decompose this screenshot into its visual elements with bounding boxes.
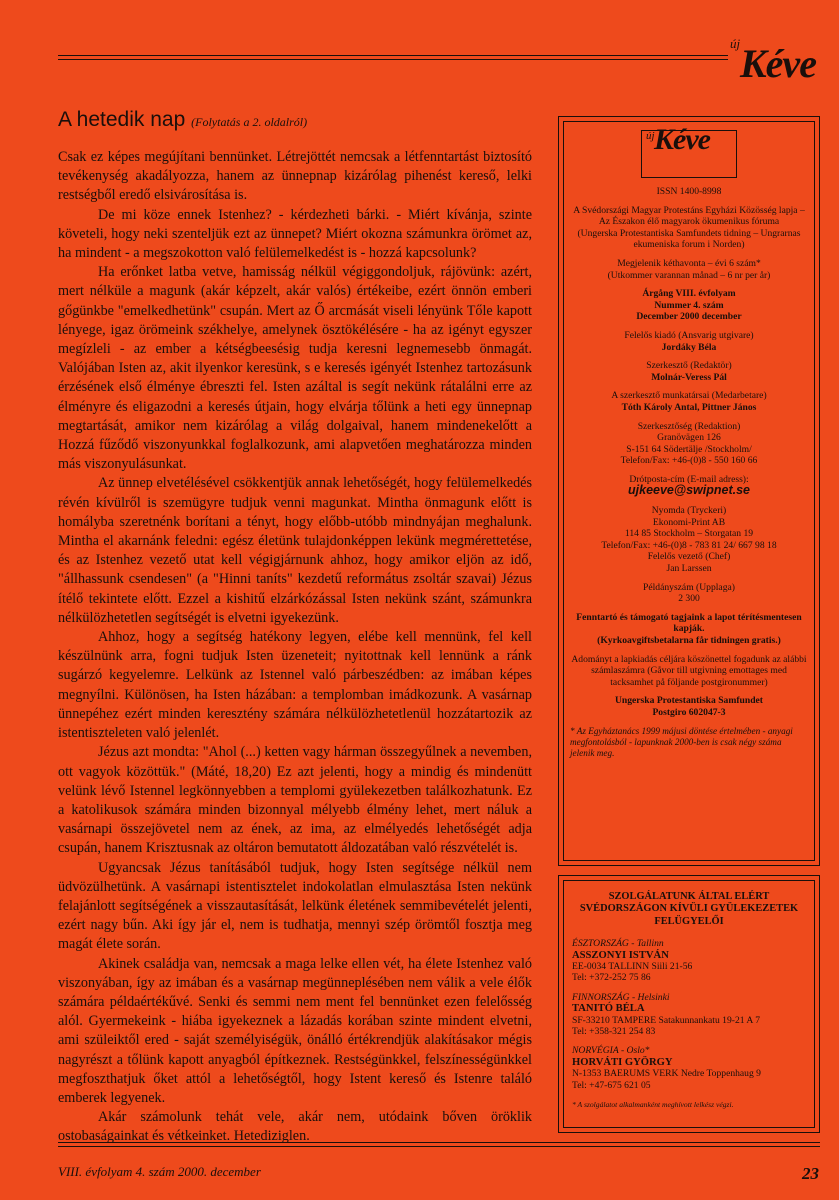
editorial-office xyxy=(570,421,808,467)
article-continued: (Folytatás a 2. oldalról) xyxy=(191,115,308,129)
entry-name: TANITÓ BÉLA xyxy=(572,1003,645,1015)
congregations-inner xyxy=(563,880,815,1128)
entry-telephone: Tel: +358-321 254 83 xyxy=(572,1026,656,1038)
top-rule xyxy=(58,55,728,60)
congregations-title: SZOLGÁLATUNK ÁLTAL ELÉRT SVÉDORSZÁGON KÍVÜLI GYÜLEKEZETEK FELÜGYELŐI xyxy=(579,891,799,927)
article-body xyxy=(58,148,532,1147)
printer-label: Nyomda (Tryckeri) xyxy=(651,505,727,517)
congregations-note: * A szolgálatot alkalmanként meghívott lelkész végzi. xyxy=(572,1100,734,1110)
entry-name: ASSZONYI ISTVÁN xyxy=(572,949,669,961)
volume-info xyxy=(570,288,808,323)
copies xyxy=(570,582,808,605)
frequency-hu: Megjelenik kéthavonta – évi 6 szám* xyxy=(617,257,761,269)
logo-main-text: Kéve xyxy=(740,41,816,86)
description-sv: (Ungerska Protestantiska Samfundets tidning – Ungrarnas ekumeniska forum i Norden) xyxy=(577,227,801,251)
masthead-logo xyxy=(730,36,820,86)
issue-number: Nummer 4. szám xyxy=(654,299,724,311)
entry-telephone: Tel: +47-675 621 05 xyxy=(572,1079,651,1091)
logo-small-text: új xyxy=(730,36,741,51)
footer-issue: VIII. évfolyam 4. szám 2000. december xyxy=(58,1164,261,1179)
colophon-logo-small: új xyxy=(646,130,655,142)
entry-country: FINNORSZÁG - Helsinki xyxy=(572,991,670,1003)
entry-name: HORVÁTI GYÖRGY xyxy=(572,1056,673,1068)
office-label: Szerkesztőség (Redaktion) xyxy=(637,420,741,432)
colophon-inner xyxy=(563,121,815,861)
editor xyxy=(570,360,808,383)
article-paragraph: De mi köze ennek Istenhez? - kérdezheti bárki. - Miért kívánja, szinte követeli, hogy neki szenteljük ezt az ünnepet? Miért okozna számunkra örömet az, ha mindent - a megszokotton való felülemelkedést is - hozzá kapcsolunk? xyxy=(58,206,532,262)
copies-value: 2 300 xyxy=(678,593,700,605)
entry-country: ÉSZTORSZÁG - Tallinn xyxy=(572,938,664,950)
publisher xyxy=(570,330,808,353)
page-number: 23 xyxy=(802,1164,819,1183)
entry-telephone: Tel: +372-252 75 86 xyxy=(572,972,651,984)
congregation-entry xyxy=(572,938,806,984)
publisher-label: Felelős kiadó (Ansvarig utgivare) xyxy=(624,329,754,341)
account xyxy=(570,695,808,718)
article-paragraph: Az ünnep elvetélésével csökkentjük annak lehetőségét, hogy felülemelkedés révén kívülről is szemügyre tudjuk venni magunkat. Mintha önmagunk előtt is homályba szeretnénk borítani a tényt, hogy előbb-utóbb mindnyájan meghalunk. Mintha el akarnánk feledni: egész életünk tulajdonképpen lekünk megmérettetése, és az Istenhez vezető utat kell végigjárnunk ahhoz, hogy amikor eljön az idő, "állhassunk csendesen" (a "Hinni taníts" kezdetű református zsoltár szavai) Jézus ítélő tekintete előtt. Ezzel a kishitű elzárkózással Isten nekünk szánt, számunkra nélkülözhetetlen segítségét is elvetni igyekezünk. xyxy=(58,475,532,626)
congregation-entry xyxy=(572,1045,806,1091)
frequency-sv: (Utkommer varannan månad – 6 nr per år) xyxy=(607,269,771,281)
entry-address: EE-0034 TALLINN Siili 21-56 xyxy=(572,961,693,973)
office-address-1: Granövägen 126 xyxy=(657,432,721,444)
editor-label: Szerkesztő (Redaktör) xyxy=(646,360,732,372)
volume: Árgång VIII. évfolyam xyxy=(642,288,736,300)
congregations-box xyxy=(558,875,820,1133)
printer-chef-label: Felelős vezető (Chef) xyxy=(647,551,731,563)
article-paragraph: Ugyancsak Jézus tanításából tudjuk, hogy Isten segítsége nélkül nem üdvözülhetünk. A vasárnapi istentisztelet indokolatlan elmulasztása Isten nekünk felajánlott segítségének a visszautasítását, lelkünk életének semmibevételét jelenti, ezért nagy bűn. Aki így jár el, nem is tudhatja, mennyi szép örömtől fosztja meg magát élete során. xyxy=(58,859,532,953)
bottom-rule xyxy=(58,1142,820,1147)
printer-chef-name: Jan Larssen xyxy=(666,563,712,575)
office-address-2: S-151 64 Södertälje /Stockholm/ xyxy=(626,443,752,455)
email-block xyxy=(570,474,808,498)
editor-name: Molnár-Veress Pál xyxy=(651,371,727,383)
email-label: Drótposta-cím (E-mail adress): xyxy=(629,473,749,485)
entry-address: N-1353 BAERUMS VERK Nedre Toppenhaug 9 xyxy=(572,1068,761,1080)
congregation-entry xyxy=(572,992,806,1038)
frequency xyxy=(570,258,808,281)
colophon-logo xyxy=(641,123,737,178)
colophon-box xyxy=(558,116,820,866)
copies-label: Példányszám (Upplaga) xyxy=(643,581,735,593)
donation: Adományt a lapkiadás céljára köszönettel fogadunk az alábbi számlaszámra (Gåvor till utgivning emottages med tacksamhet på följande postgironummer) xyxy=(571,653,807,688)
colophon-description xyxy=(570,205,808,251)
account-number: Postgiro 602047-3 xyxy=(652,706,726,718)
printer xyxy=(570,505,808,575)
article-paragraph: Jézus azt mondta: "Ahol (...) ketten vagy hárman összegyűlnek a nevemben, ott vagyok közöttük." (Máté, 18,20) Ez azt jelenti, hogy a mindig és mindenütt velünk lévő Istennel legkönnyebben a templomi gyülekezetben találkozhatunk. Ez a katolikusok számára minden bizonnyal mélyebb élmény lehet, mert náluk a vasárnapi összejövetel nem az ének, az ima, az elmélyedés lehetőségét adja csupán, hanem Krisztusnak az oltáron bemutatott áldozatában való részvételét is. xyxy=(58,744,532,857)
printer-name: Ekonomi-Print AB xyxy=(652,516,726,528)
entry-address: SF-33210 TAMPERE Satakunnankatu 19-21 A 7 xyxy=(572,1014,760,1026)
article-paragraph: Akár számolunk tehát vele, akár nem, utódaink bőven öröklik ostobaságainkat és vétkeinket. Hetediziglen. xyxy=(58,1109,532,1145)
article-paragraph: Csak ez képes megújítani bennünket. Létrejöttét nemcsak a létfenntartást biztosító tevékenység akadályozza, hanem az ünnepnap kizárólag pihenést kereső, lelki restségből eredő elsivárosítása is. xyxy=(58,149,532,204)
publisher-name: Jordáky Béla xyxy=(661,341,717,353)
account-name: Ungerska Protestantiska Samfundet xyxy=(614,695,763,707)
free-text-hu: Fenntartó és támogató tagjaink a lapot térítésmentesen kapják. xyxy=(576,611,802,635)
free-subscription xyxy=(570,612,808,647)
entry-country: NORVÉGIA - Oslo* xyxy=(572,1045,650,1057)
contributors xyxy=(570,390,808,413)
description-hu: A Svédországi Magyar Protestáns Egyházi Közösség lapja – Az Északon élő magyarok ökumenikus fóruma xyxy=(573,204,805,228)
colophon-logo-main: Kéve xyxy=(654,123,710,156)
article-paragraph: Akinek családja van, nemcsak a maga lelke ellen vét, ha élete Istenhez való viszonyában, így az imában és a vasárnap megünneplésében nem válik a vele élők számára példaértékűvé. Senki és semmi nem ment fel bennünket ezen felelősség alól. Gyermekeink - hiába igyekeznek a lázadás korában szinte mindent elvetni, ami szüleiktől ered - saját személyiségük, önálló értékrendjük alakításakor mégis nagyrészt a tőlünk kapott anyagból építkeznek. Restségünkkel, felszínességünkkel megfoszthatjuk őket attól a lehetőségtől, hogy Istent kereső és Istenre találó emberek legyenek. xyxy=(58,955,532,1106)
printer-telephone: Telefon/Fax: +46-(0)8 - 783 81 24/ 667 98 18 xyxy=(601,539,777,551)
email-link[interactable]: ujkeeve@swipnet.se xyxy=(628,483,750,498)
article-paragraph: Ahhoz, hogy a segítség hatékony legyen, elébe kell mennünk, fel kell készülnünk arra, fogni tudjuk Isten üzeneteit; nyitottnak kell lennünk a ránk sugárzó kegyelemre. Lelkünk az Istennel való párbeszédben: az imában képes megnyílni. Különösen, ha Isten házában: a templomban imádkozunk. A vasárnap ünnepéhez ezért minden keresztény számára nélkülözhetetlenül hozzátartozik az istentiszteleten való jelenlét. xyxy=(58,629,532,742)
colophon-note: * Az Egyháztanács 1999 májusi döntése értelmében - anyagi megfontolásból - lapunknak 2000-ben is csak négy száma jelenik meg. xyxy=(570,725,793,758)
contributors-label: A szerkesztő munkatársai (Medarbetare) xyxy=(611,390,767,402)
article-paragraph: Ha erőnket latba vetve, hamisság nélkül végiggondoljuk, rájövünk: azért, mert nélküle a magunk (akár képzelt, akár valós) értékeibe, ezért önnön emberi gőgünkbe "emelkedhetünk" csupán. Mert az Ő arcmását viseli lényünk Tőle kapott lényege, igaz örömeink székhelye, amelynek ösztökélésére - ha az igényt egyszer megízleli - az ember a kétségbeesésig tudja keresni legnemesebb önmagát. Valójában Isten az, akit ilyenkor keresünk, s e keresés igényét Istenhez tartozásunk érzésének első élménye ébreszti fel. Isten azáltal is segít nekünk rátalálni erre az élményre és eligazodni a keresés útjain, hogy elvárja tőlünk a heti egy ünnepnap megtartását, amikor nem kizárólag a világ dolgaival, hanem mindenekelőtt a Hozzá fűződő viszonyunkkal foglalkozunk, ami alapvetően meghatározza minden más viszonyulásunkat. xyxy=(58,264,532,473)
printer-address: 114 85 Stockholm – Storgatan 19 xyxy=(624,528,754,540)
free-text-sv: (Kyrkoavgiftsbetalarna får tidningen gratis.) xyxy=(597,635,781,646)
article-title-text: A hetedik nap xyxy=(58,108,186,131)
issn: ISSN 1400-8998 xyxy=(656,186,722,197)
issue-date: December 2000 december xyxy=(636,311,742,323)
office-telephone: Telefon/Fax: +46-(0)8 - 550 160 66 xyxy=(620,455,758,467)
article-title xyxy=(58,108,307,132)
contributors-names: Tóth Károly Antal, Pittner János xyxy=(621,401,757,413)
